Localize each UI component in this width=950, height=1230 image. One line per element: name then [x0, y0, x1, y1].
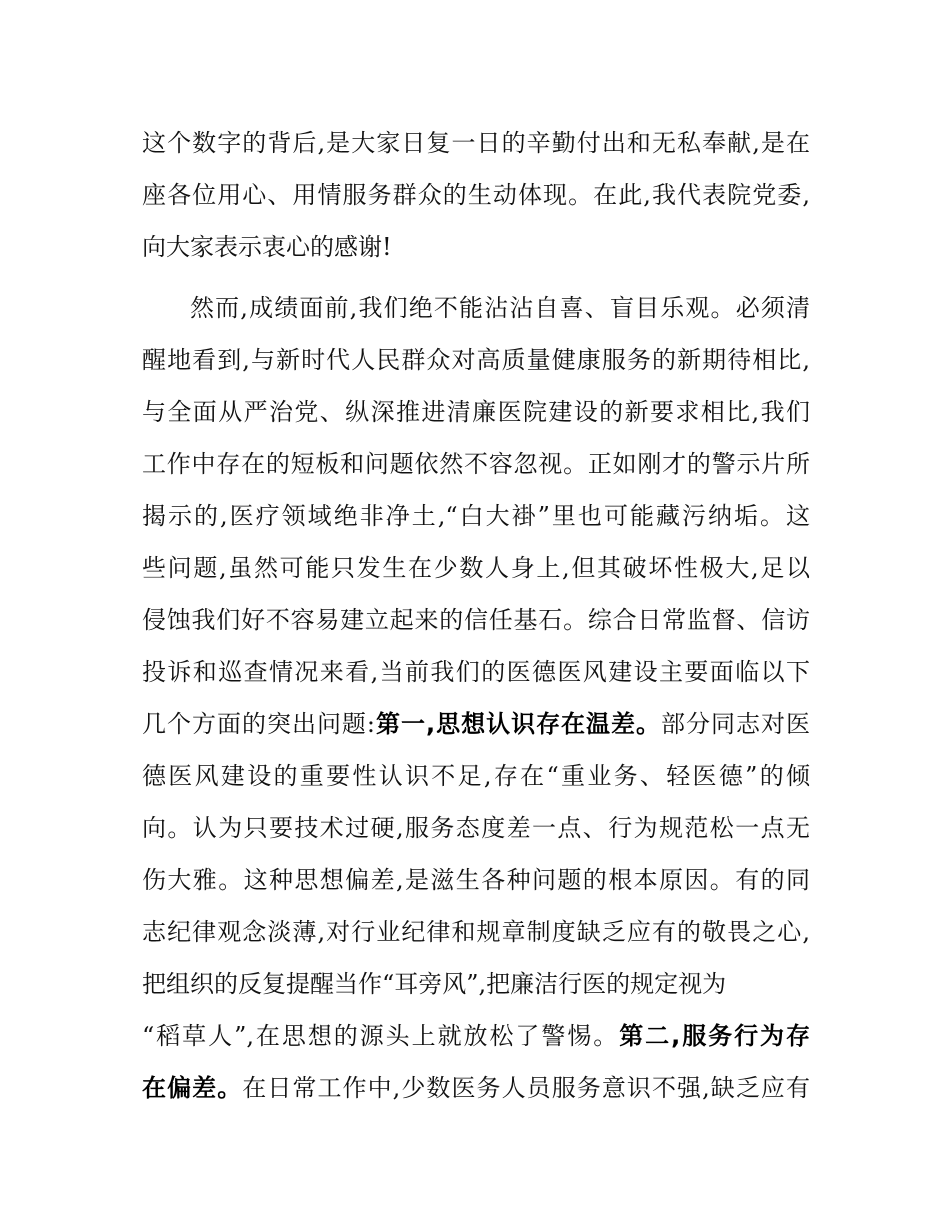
- text-run: “稻草人”,在思想的源头上就放松了警惕。: [142, 1022, 620, 1050]
- text-line: 醒地看到,与新时代人民群众对高质量健康服务的新期待相比,: [142, 346, 810, 374]
- text-line: [142, 1062, 810, 1114]
- text-line: 向大家表示衷心的感谢!: [142, 233, 392, 261]
- text-line: 然而,成绩面前,我们绝不能沾沾自喜、盲目乐观。必须清: [190, 294, 810, 322]
- text-run: 部分同志对医: [661, 710, 810, 738]
- text-line: 侵蚀我们好不容易建立起来的信任基石。综合日常监督、信访: [142, 606, 810, 634]
- text-line: [142, 698, 810, 750]
- text-run: 在日常工作中,少数医务人员服务意识不强,缺乏应有: [242, 1074, 810, 1102]
- text-run: 几个方面的突出问题:: [142, 710, 376, 738]
- text-line: 伤大雅。这种思想偏差,是滋生各种问题的根本原因。有的同: [142, 866, 810, 894]
- text-line: 些问题,虽然可能只发生在少数人身上,但其破坏性极大,足以: [142, 554, 810, 582]
- text-line: 揭示的,医疗领域绝非净土,“白大褂”里也可能藏污纳垢。这: [142, 502, 810, 530]
- text-line: 座各位用心、用情服务群众的生动体现。在此,我代表院党委,: [142, 181, 810, 209]
- text-line: 志纪律观念淡薄,对行业纪律和规章制度缺乏应有的敬畏之心,: [142, 918, 810, 946]
- text-line: 工作中存在的短板和问题依然不容忽视。正如刚才的警示片所: [142, 450, 810, 478]
- text-line: [142, 1010, 810, 1062]
- heading-point-two: 第二,服务行为存: [619, 1022, 811, 1050]
- text-line: 德医风建设的重要性认识不足,存在“重业务、轻医德”的倾: [142, 762, 810, 790]
- text-line: 与全面从严治党、纵深推进清廉医院建设的新要求相比,我们: [142, 398, 810, 426]
- heading-point-two-cont: 在偏差。: [142, 1074, 243, 1102]
- text-line: 这个数字的背后,是大家日复一日的辛勤付出和无私奉献,是在: [142, 129, 810, 157]
- heading-point-one: 第一,思想认识存在温差。: [375, 710, 662, 738]
- text-line: 向。认为只要技术过硬,服务态度差一点、行为规范松一点无: [142, 814, 810, 842]
- text-line: 把组织的反复提醒当作“耳旁风”,把廉洁行医的规定视为: [142, 970, 727, 998]
- text-line: 投诉和巡查情况来看,当前我们的医德医风建设主要面临以下: [142, 658, 810, 686]
